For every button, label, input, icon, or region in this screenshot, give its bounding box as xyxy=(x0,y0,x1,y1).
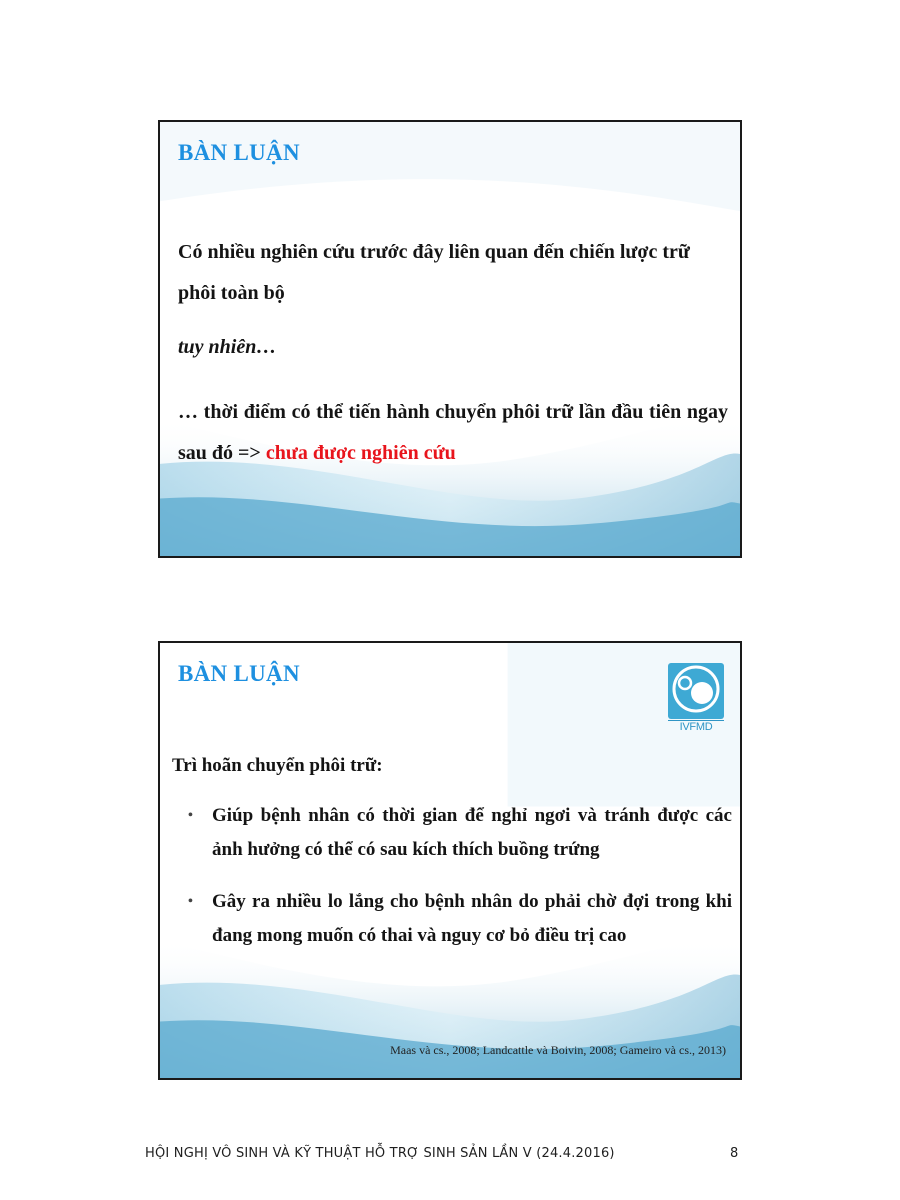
slide-1-paragraph-3-text: … thời điểm có thể tiến hành chuyển phôi trữ lần đầu tiên ngay sau đó => xyxy=(178,401,728,464)
bullet-dot-icon: • xyxy=(188,808,193,823)
slide-2-subhead: Trì hoãn chuyển phôi trữ: xyxy=(172,755,383,776)
slide-2-title: BÀN LUẬN xyxy=(178,661,300,686)
list-item xyxy=(184,799,732,867)
slide-2 xyxy=(158,641,742,1080)
page-footer: HỘI NGHỊ VÔ SINH VÀ KỸ THUẬT HỖ TRỢ SINH SẢN LẦN V (24.4.2016) xyxy=(145,1146,615,1161)
bullet-text: Giúp bệnh nhân có thời gian để nghỉ ngơi và tránh được các ảnh hưởng có thể có sau kích thích buồng trứng xyxy=(212,805,732,860)
slide-2-citation: Maas và cs., 2008; Landcattle và Boivin, 2008; Gameiro và cs., 2013) xyxy=(390,1043,726,1057)
slide-1-paragraph-3 xyxy=(178,392,728,474)
ivfmd-logo-graphic xyxy=(668,663,724,719)
slide-1-content xyxy=(160,122,740,556)
bullet-dot-icon: • xyxy=(188,894,193,909)
list-item xyxy=(184,885,732,953)
slide-1-title: BÀN LUẬN xyxy=(178,140,300,165)
slide-1-highlight: chưa được nghiên cứu xyxy=(265,442,456,464)
ivfmd-logo xyxy=(668,663,724,733)
ivfmd-logo-mark xyxy=(668,663,724,719)
page-number: 8 xyxy=(730,1146,739,1161)
slide-2-content xyxy=(160,643,740,1078)
slide-1-paragraph-1: Có nhiều nghiên cứu trước đây liên quan đến chiến lược trữ phôi toàn bộ xyxy=(178,241,690,304)
slide-2-bullet-list xyxy=(184,799,732,971)
bullet-text: Gây ra nhiều lo lắng cho bệnh nhân do phải chờ đợi trong khi đang mong muốn có thai và nguy cơ bỏ điều trị cao xyxy=(212,891,732,946)
ivfmd-logo-label: IVFMD xyxy=(668,720,724,733)
slide-1-paragraph-2: tuy nhiên… xyxy=(178,336,277,358)
slide-1 xyxy=(158,120,742,558)
